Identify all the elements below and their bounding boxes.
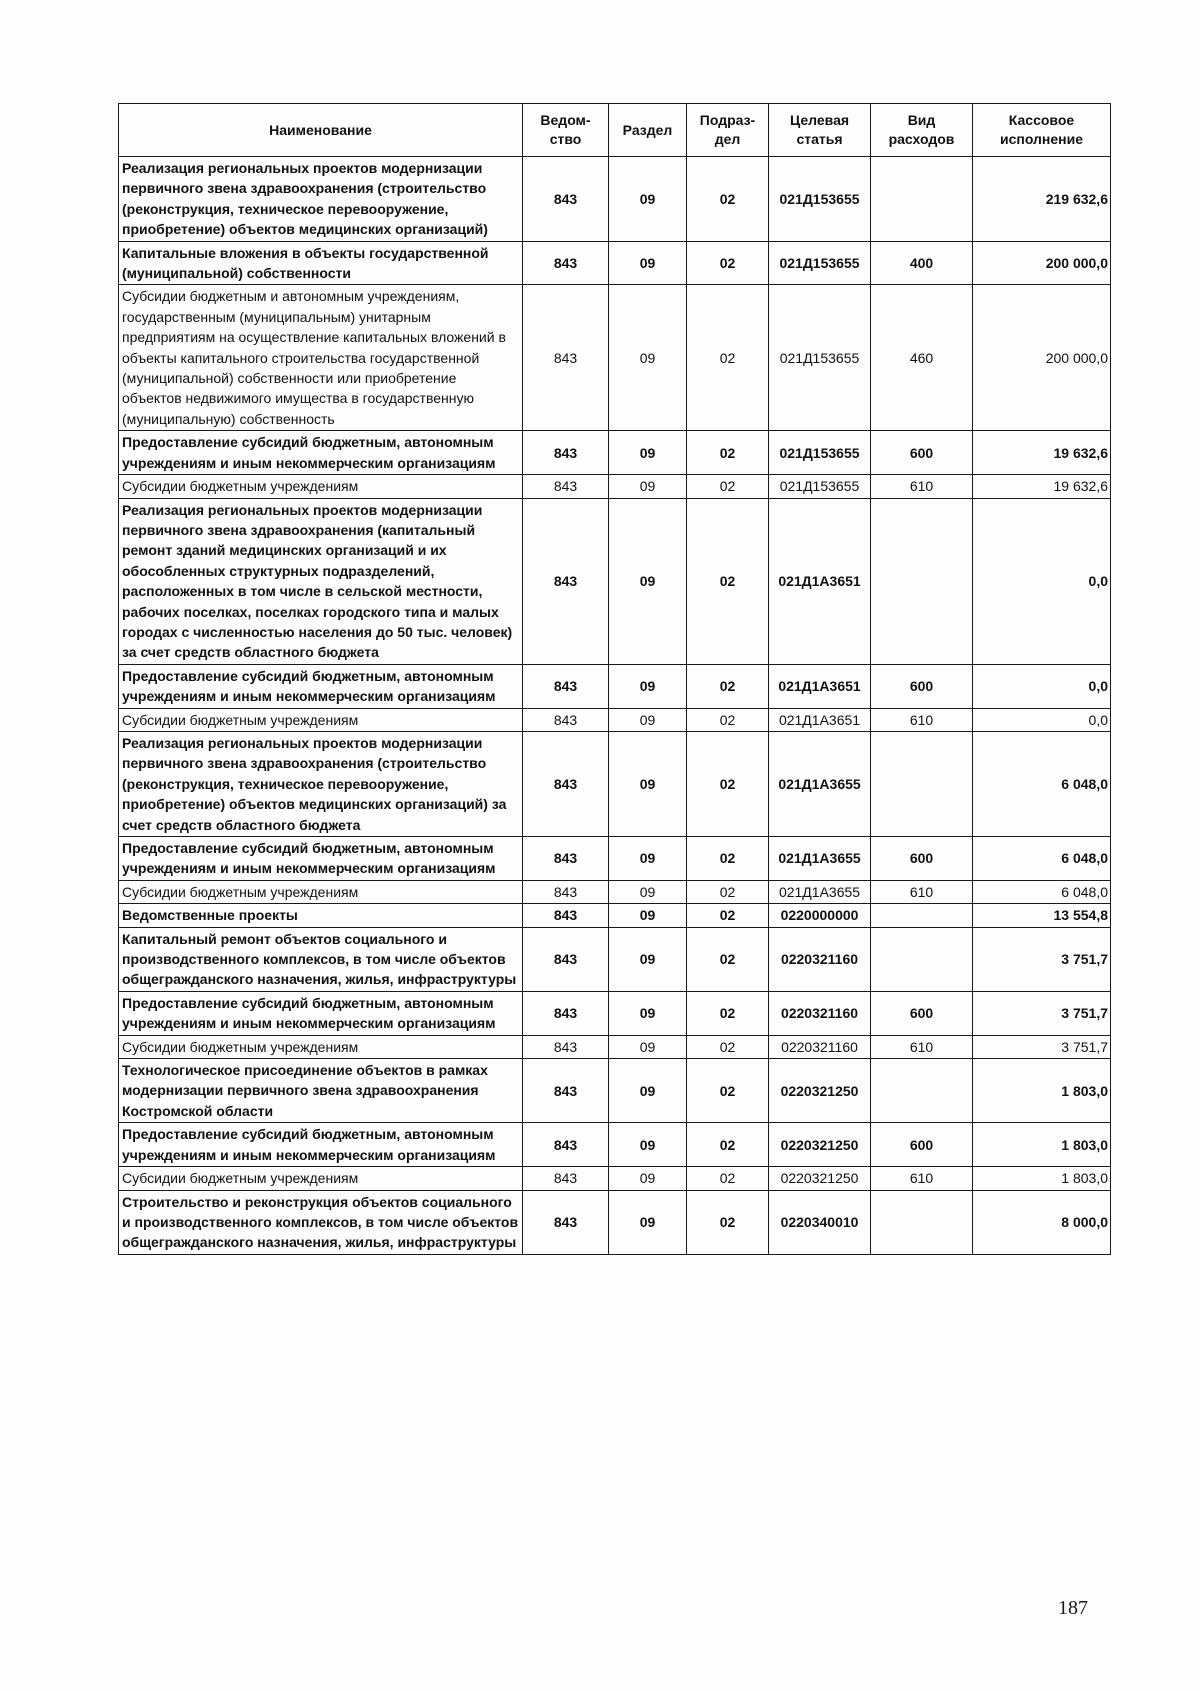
cell-podrazdel: 02 (687, 927, 769, 991)
cell-tsel: 0220321160 (769, 991, 871, 1035)
cell-tsel: 021Д153655 (769, 241, 871, 285)
cell-podrazdel: 02 (687, 837, 769, 881)
cell-vid (871, 1190, 973, 1254)
cell-name: Предоставление субсидий бюджетным, автономным учреждениям и иным некоммерческим организациям (119, 991, 523, 1035)
cell-ved: 843 (523, 498, 609, 664)
header-razdel: Раздел (609, 104, 687, 157)
cell-ved: 843 (523, 708, 609, 731)
cell-vid (871, 731, 973, 836)
cell-vid: 460 (871, 285, 973, 431)
cell-kass: 0,0 (973, 664, 1111, 708)
cell-ved: 843 (523, 664, 609, 708)
cell-name: Предоставление субсидий бюджетным, автономным учреждениям и иным некоммерческим организациям (119, 664, 523, 708)
cell-vid: 610 (871, 475, 973, 498)
cell-kass: 6 048,0 (973, 837, 1111, 881)
cell-kass: 200 000,0 (973, 285, 1111, 431)
cell-ved: 843 (523, 285, 609, 431)
cell-razdel: 09 (609, 431, 687, 475)
cell-podrazdel: 02 (687, 285, 769, 431)
cell-razdel: 09 (609, 1167, 687, 1190)
cell-kass: 200 000,0 (973, 241, 1111, 285)
cell-podrazdel: 02 (687, 880, 769, 903)
cell-kass: 0,0 (973, 708, 1111, 731)
cell-ved: 843 (523, 241, 609, 285)
cell-tsel: 0220321250 (769, 1167, 871, 1190)
cell-podrazdel: 02 (687, 991, 769, 1035)
cell-vid: 610 (871, 1035, 973, 1058)
cell-podrazdel: 02 (687, 904, 769, 927)
cell-vid: 600 (871, 837, 973, 881)
cell-ved: 843 (523, 731, 609, 836)
cell-vid: 600 (871, 991, 973, 1035)
header-name: Наименование (119, 104, 523, 157)
table-row (119, 1123, 1111, 1167)
cell-ved: 843 (523, 157, 609, 242)
cell-ved: 843 (523, 1035, 609, 1058)
cell-podrazdel: 02 (687, 475, 769, 498)
header-podrazdel: Подраз-дел (687, 104, 769, 157)
cell-ved: 843 (523, 431, 609, 475)
cell-tsel: 021Д1А3655 (769, 837, 871, 881)
cell-podrazdel: 02 (687, 1190, 769, 1254)
table-row (119, 927, 1111, 991)
cell-name: Субсидии бюджетным и автономным учреждениям, государственным (муниципальным) унитарным предприятиям на осуществление капитальных вложений в объекты капитального строительства государственной (муниципальной) собственности или приобретение объектов недвижимого имущества в государственную (муниципальную) собственность (119, 285, 523, 431)
table-body (119, 157, 1111, 1255)
cell-name: Субсидии бюджетным учреждениям (119, 708, 523, 731)
cell-razdel: 09 (609, 991, 687, 1035)
cell-razdel: 09 (609, 157, 687, 242)
cell-tsel: 0220321160 (769, 1035, 871, 1058)
cell-razdel: 09 (609, 498, 687, 664)
cell-kass: 19 632,6 (973, 475, 1111, 498)
cell-podrazdel: 02 (687, 1167, 769, 1190)
cell-kass: 1 803,0 (973, 1167, 1111, 1190)
cell-razdel: 09 (609, 1035, 687, 1058)
cell-vid (871, 927, 973, 991)
cell-name: Реализация региональных проектов модернизации первичного звена здравоохранения (строительство (реконструкция, техническое перевооружение, приобретение) объектов медицинских организаций) (119, 157, 523, 242)
cell-name: Предоставление субсидий бюджетным, автономным учреждениям и иным некоммерческим организациям (119, 837, 523, 881)
cell-vid: 600 (871, 431, 973, 475)
cell-vid (871, 904, 973, 927)
table-row (119, 837, 1111, 881)
header-ved: Ведом-ство (523, 104, 609, 157)
cell-tsel: 0220340010 (769, 1190, 871, 1254)
cell-tsel: 0220000000 (769, 904, 871, 927)
cell-name: Предоставление субсидий бюджетным, автономным учреждениям и иным некоммерческим организациям (119, 1123, 523, 1167)
cell-name: Капитальный ремонт объектов социального и производственного комплексов, в том числе объектов общегражданского назначения, жилья, инфраструктуры (119, 927, 523, 991)
cell-vid: 610 (871, 880, 973, 903)
table-row (119, 285, 1111, 431)
cell-tsel: 021Д153655 (769, 285, 871, 431)
cell-tsel: 021Д1А3655 (769, 880, 871, 903)
cell-razdel: 09 (609, 1059, 687, 1123)
table-row (119, 1167, 1111, 1190)
cell-podrazdel: 02 (687, 241, 769, 285)
cell-vid: 600 (871, 1123, 973, 1167)
cell-razdel: 09 (609, 1123, 687, 1167)
table-row (119, 904, 1111, 927)
cell-tsel: 0220321250 (769, 1059, 871, 1123)
cell-podrazdel: 02 (687, 731, 769, 836)
cell-kass: 6 048,0 (973, 731, 1111, 836)
cell-name: Строительство и реконструкция объектов социального и производственного комплексов, в том числе объектов общегражданского назначения, жилья, инфраструктуры (119, 1190, 523, 1254)
cell-kass: 1 803,0 (973, 1123, 1111, 1167)
cell-vid: 610 (871, 708, 973, 731)
table-row (119, 664, 1111, 708)
table-row (119, 708, 1111, 731)
cell-kass: 13 554,8 (973, 904, 1111, 927)
table-header (119, 104, 1111, 157)
cell-name: Ведомственные проекты (119, 904, 523, 927)
cell-ved: 843 (523, 927, 609, 991)
cell-tsel: 0220321160 (769, 927, 871, 991)
cell-kass: 3 751,7 (973, 1035, 1111, 1058)
page-number: 187 (1058, 1597, 1088, 1619)
cell-ved: 843 (523, 1059, 609, 1123)
cell-vid (871, 1059, 973, 1123)
cell-vid: 600 (871, 664, 973, 708)
cell-razdel: 09 (609, 475, 687, 498)
table-row (119, 498, 1111, 664)
header-kass: Кассовое исполнение (973, 104, 1111, 157)
cell-name: Предоставление субсидий бюджетным, автономным учреждениям и иным некоммерческим организациям (119, 431, 523, 475)
cell-name: Технологическое присоединение объектов в рамках модернизации первичного звена здравоохранения Костромской области (119, 1059, 523, 1123)
cell-ved: 843 (523, 1167, 609, 1190)
cell-ved: 843 (523, 475, 609, 498)
table-row (119, 991, 1111, 1035)
cell-razdel: 09 (609, 904, 687, 927)
cell-podrazdel: 02 (687, 1123, 769, 1167)
cell-razdel: 09 (609, 285, 687, 431)
table-row (119, 475, 1111, 498)
cell-name: Реализация региональных проектов модернизации первичного звена здравоохранения (строительство (реконструкция, техническое перевооружение, приобретение) объектов медицинских организаций) за счет средств областного бюджета (119, 731, 523, 836)
cell-vid (871, 157, 973, 242)
cell-podrazdel: 02 (687, 498, 769, 664)
cell-tsel: 021Д1А3655 (769, 731, 871, 836)
cell-name: Субсидии бюджетным учреждениям (119, 1167, 523, 1190)
cell-razdel: 09 (609, 1190, 687, 1254)
cell-kass: 1 803,0 (973, 1059, 1111, 1123)
cell-kass: 8 000,0 (973, 1190, 1111, 1254)
cell-ved: 843 (523, 904, 609, 927)
cell-tsel: 021Д1А3651 (769, 664, 871, 708)
table-row (119, 1059, 1111, 1123)
cell-kass: 3 751,7 (973, 991, 1111, 1035)
cell-name: Капитальные вложения в объекты государственной (муниципальной) собственности (119, 241, 523, 285)
cell-razdel: 09 (609, 708, 687, 731)
cell-razdel: 09 (609, 731, 687, 836)
cell-name: Субсидии бюджетным учреждениям (119, 475, 523, 498)
cell-name: Реализация региональных проектов модернизации первичного звена здравоохранения (капитальный ремонт зданий медицинских организаций и их обособленных структурных подразделений, расположенных в том числе в сельской местности, рабочих поселках, поселках городского типа и малых городах с численностью населения до 50 тыс. человек) за счет средств областного бюджета (119, 498, 523, 664)
cell-tsel: 021Д153655 (769, 431, 871, 475)
cell-razdel: 09 (609, 927, 687, 991)
cell-name: Субсидии бюджетным учреждениям (119, 880, 523, 903)
cell-vid: 610 (871, 1167, 973, 1190)
budget-table (118, 103, 1111, 1255)
cell-podrazdel: 02 (687, 664, 769, 708)
cell-tsel: 021Д1А3651 (769, 498, 871, 664)
cell-kass: 219 632,6 (973, 157, 1111, 242)
table-row (119, 1035, 1111, 1058)
cell-ved: 843 (523, 880, 609, 903)
cell-name: Субсидии бюджетным учреждениям (119, 1035, 523, 1058)
cell-ved: 843 (523, 1123, 609, 1167)
header-tsel: Целевая статья (769, 104, 871, 157)
table-row (119, 157, 1111, 242)
table-row (119, 731, 1111, 836)
cell-tsel: 0220321250 (769, 1123, 871, 1167)
cell-tsel: 021Д1А3651 (769, 708, 871, 731)
cell-podrazdel: 02 (687, 157, 769, 242)
table-row (119, 431, 1111, 475)
table-row (119, 1190, 1111, 1254)
cell-podrazdel: 02 (687, 431, 769, 475)
table-row (119, 241, 1111, 285)
cell-razdel: 09 (609, 241, 687, 285)
cell-tsel: 021Д153655 (769, 157, 871, 242)
cell-razdel: 09 (609, 664, 687, 708)
cell-razdel: 09 (609, 837, 687, 881)
cell-kass: 3 751,7 (973, 927, 1111, 991)
cell-ved: 843 (523, 1190, 609, 1254)
cell-ved: 843 (523, 991, 609, 1035)
header-row (119, 104, 1111, 157)
cell-tsel: 021Д153655 (769, 475, 871, 498)
cell-vid: 400 (871, 241, 973, 285)
cell-ved: 843 (523, 837, 609, 881)
cell-podrazdel: 02 (687, 1059, 769, 1123)
cell-kass: 6 048,0 (973, 880, 1111, 903)
table-row (119, 880, 1111, 903)
cell-podrazdel: 02 (687, 708, 769, 731)
cell-vid (871, 498, 973, 664)
cell-kass: 0,0 (973, 498, 1111, 664)
header-vid: Вид расходов (871, 104, 973, 157)
cell-kass: 19 632,6 (973, 431, 1111, 475)
cell-podrazdel: 02 (687, 1035, 769, 1058)
cell-razdel: 09 (609, 880, 687, 903)
